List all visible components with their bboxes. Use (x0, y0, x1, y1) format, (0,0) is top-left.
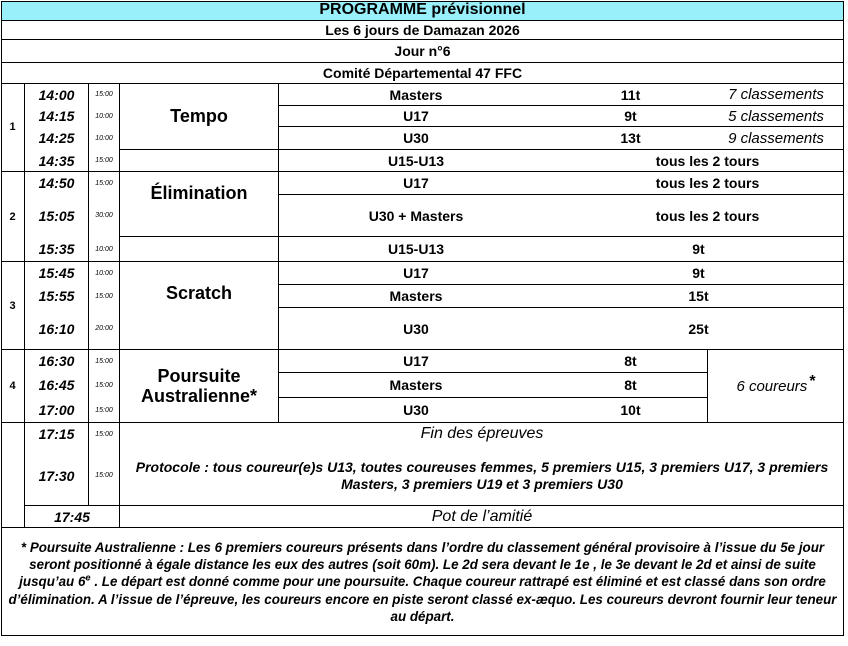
race-category: Masters (389, 377, 443, 393)
event-name: Les 6 jours de Damazan 2026 (325, 22, 520, 38)
race-category: U17 (403, 175, 429, 191)
discipline-name: Élimination (150, 182, 248, 203)
race-duration: 20:00 (95, 325, 113, 332)
race-duration: 15:00 (95, 179, 113, 187)
race-category: U30 (403, 402, 429, 418)
day-label: Jour n°6 (394, 43, 451, 59)
race-note: 5 classements (728, 107, 824, 125)
poursuite-riders-mark: * (809, 373, 816, 390)
race-note: 9 classements (728, 129, 824, 147)
race-category: U30 (403, 320, 429, 337)
race-time: 17:00 (38, 402, 75, 418)
race-category: U15-U13 (387, 241, 445, 257)
poursuite-riders-text: 6 coureurs (736, 377, 808, 395)
race-time: 14:15 (38, 108, 75, 124)
race-category: Masters (389, 86, 443, 103)
race-time: 16:45 (38, 377, 75, 393)
race-time: 15:45 (38, 265, 75, 281)
race-time: 14:25 (38, 130, 75, 146)
race-count: 9t (692, 265, 705, 281)
race-count: tous les 2 tours (655, 207, 760, 224)
race-time: 14:35 (38, 152, 75, 169)
race-category: U30 + Masters (368, 207, 464, 224)
discipline-name: Poursuite Australienne* (140, 366, 258, 406)
pot-de-l-amitie: Pot de l’amitié (431, 507, 533, 525)
race-duration: 15:00 (95, 157, 113, 164)
race-time: 15:55 (38, 288, 75, 304)
end-time: 17:15 (38, 426, 75, 442)
poursuite-riders-note (708, 350, 844, 422)
race-count: 8t (624, 353, 637, 369)
race-category: U17 (403, 265, 429, 281)
race-category: U17 (403, 108, 429, 124)
group-number: 4 (9, 380, 16, 392)
organizer-label: Comité Départemental 47 FFC (322, 65, 523, 81)
end-time: 17:45 (54, 508, 90, 525)
race-time: 15:05 (38, 207, 75, 224)
race-duration: 15:00 (95, 292, 113, 300)
end-of-races: Fin des épreuves (420, 425, 544, 442)
race-count: 9t (692, 241, 705, 257)
footnote-rest: . Le départ est donné comme pour une poursuite. Chaque coureur rattrapé est éliminé et est classé dans son ordre d’élimination. A l’issue de l’épreuve, les coureurs encore en piste seront classé ex-æquo. Les coureurs devront fournir leur teneur au départ. (8, 574, 837, 624)
discipline-name: Tempo (170, 106, 228, 126)
race-duration: 10:00 (95, 245, 113, 253)
race-time: 16:10 (38, 320, 75, 337)
protocol-text: Protocole : tous coureur(e)s U13, toutes coureuses femmes, 5 premiers U15, 3 premiers U17, 3 premiers Masters, 3 premiers U19 et 3 premiers U30 (135, 458, 829, 492)
race-count: tous les 2 tours (655, 152, 760, 169)
race-count: 11t (620, 86, 641, 103)
race-duration: 15:00 (95, 91, 113, 98)
race-time: 14:00 (38, 86, 75, 103)
race-duration: 30:00 (95, 212, 113, 219)
footnote-main: * Poursuite Australienne : Les 6 premiers coureurs présents dans l’ordre du classement général provisoire à l’issue du 5e jour seront positionné à égale distance les eux des autres (soit 60m). Le 2d sera devant le 1e , le 3e devant le 2d et ainsi de suite jusqu’au 6 (19, 539, 825, 590)
race-category: U30 (403, 130, 429, 146)
race-count: 25t (688, 320, 709, 337)
race-time: 15:35 (38, 241, 75, 257)
race-time: 16:30 (38, 353, 75, 369)
group-number: 3 (9, 299, 16, 312)
page-title: PROGRAMME prévisionnel (319, 1, 526, 18)
race-time: 14:50 (38, 175, 75, 191)
race-category: Masters (389, 288, 443, 304)
race-duration: 10:00 (95, 134, 113, 142)
group-number: 2 (9, 210, 16, 223)
race-count: 9t (624, 108, 637, 124)
race-category: U15-U13 (387, 152, 445, 169)
race-note: 7 classements (728, 86, 824, 103)
race-duration: 15:00 (95, 381, 113, 389)
race-count: 8t (624, 377, 637, 393)
race-count: 15t (688, 288, 709, 304)
footnote-sup: e (85, 572, 91, 583)
footnote-text (4, 532, 841, 632)
discipline-name: Scratch (165, 282, 233, 303)
race-category: U17 (403, 353, 429, 369)
end-duration: 15:00 (95, 430, 113, 438)
race-duration: 15:00 (95, 357, 113, 365)
race-duration: 10:00 (95, 112, 113, 120)
race-count: 10t (620, 402, 641, 418)
end-time: 17:30 (38, 467, 75, 484)
race-duration: 15:00 (95, 406, 113, 414)
race-count: 13t (620, 130, 641, 146)
group-number: 1 (9, 121, 16, 133)
end-duration: 15:00 (95, 472, 113, 479)
race-count: tous les 2 tours (655, 175, 760, 191)
race-duration: 10:00 (95, 269, 113, 277)
